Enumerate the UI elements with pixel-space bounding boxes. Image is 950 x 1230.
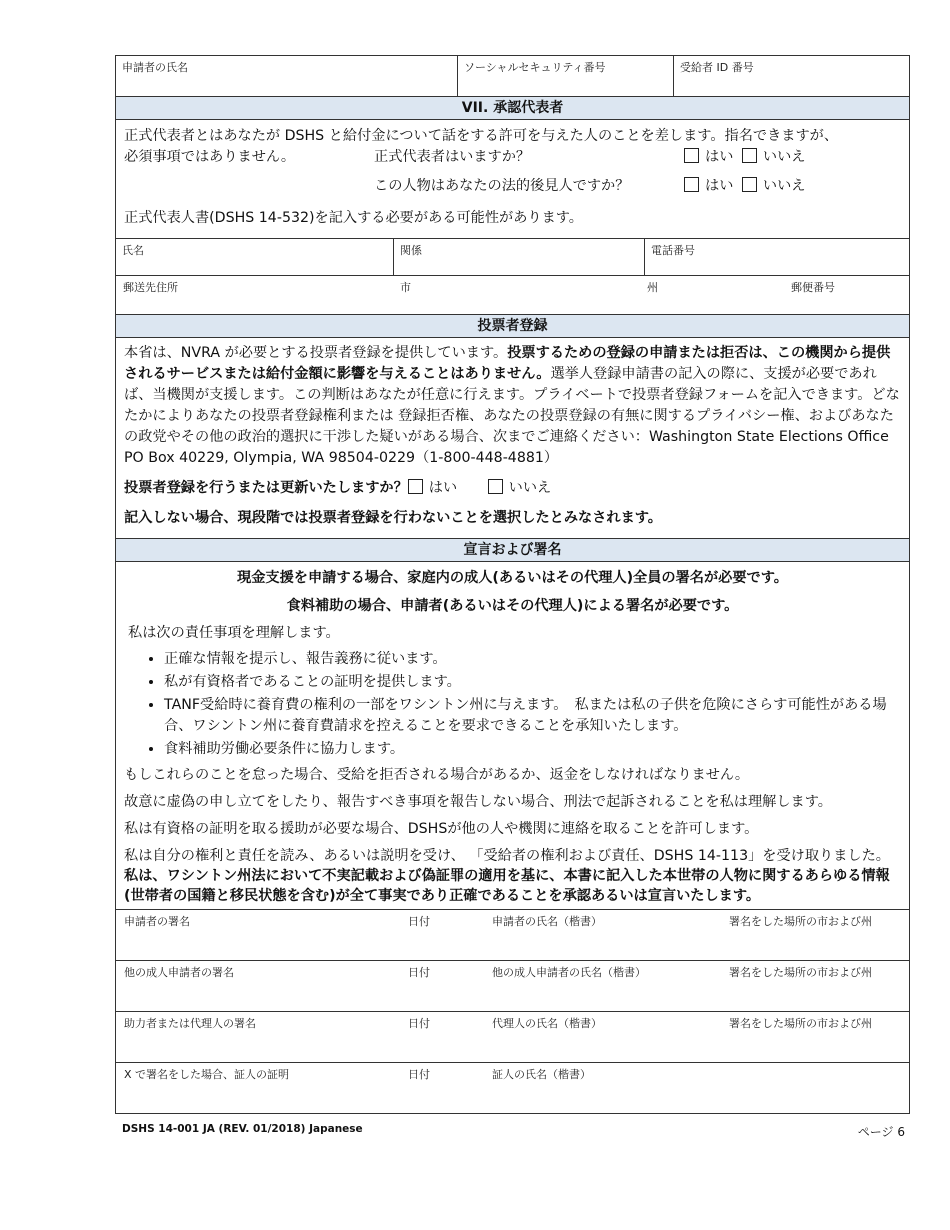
voter-paragraph xyxy=(116,340,909,472)
guardian-no-label: いいえ xyxy=(762,178,806,194)
rep-has-rep-options xyxy=(680,147,805,168)
declaration-section xyxy=(115,562,910,909)
signature-label: 他の成人申請者の署名 xyxy=(124,966,234,979)
voter-no-label: いいえ xyxy=(508,480,552,496)
rep-intro-line1: 正式代表者とはあなたが DSHS と給付金について話をする許可を与えた人のことを差します。指名できますが、 xyxy=(124,128,839,144)
declaration-statement xyxy=(116,843,909,909)
rep-form-note: 正式代表人書(DSHS 14-532)を記入する必要がある可能性があります。 xyxy=(124,210,583,226)
list-item: • 私が有資格者であることの証明を提供します。 xyxy=(164,672,909,693)
has-rep-yes-label: はい xyxy=(705,149,734,165)
rep-address-label: 郵送先住所 xyxy=(123,281,178,294)
contact-authorization: 私は有資格の証明を取る援助が必要な場合、DSHSが他の人や機関に連絡を取ることを許可します。 xyxy=(124,821,759,837)
has-rep-no-checkbox[interactable] xyxy=(742,148,757,163)
sign-location-label: 署名をした場所の市および州 xyxy=(729,915,872,928)
form-id: DSHS 14-001 JA (REV. 01/2018) Japanese xyxy=(122,1123,363,1135)
guardian-yes-label: はい xyxy=(705,178,734,194)
penalty-statement: もしこれらのことを怠った場合、受給を拒否される場合があるか、返金をしなければなりません。 xyxy=(124,767,750,783)
food-signature-requirement: 食料補助の場合、申請者(あるいはその代理人)による署名が必要です。 xyxy=(286,598,739,614)
guardian-options xyxy=(680,176,805,197)
sign-location-label: 署名をした場所の市および州 xyxy=(729,966,872,979)
authorized-rep-header: VII. 承認代表者 xyxy=(115,97,910,120)
voter-paragraph-rest: 選挙人登録申請書の記入の際に、支援が必要であれば、当機関が支援します。この判断はあなたが任意に行えます。プライベートで投票者登録フォームを記入できます。どなたかによりあなたの投票者登録権利または 登録拒否権、あなたの投票登録の有無に関するプライバシー権、およびあなたの政党やその他の政治的選択に干渉した疑いがある場合、次までご連絡ください：Washington State Elections Office PO Box 40229, Olympia, WA 98504-0229（1-800-448-4881） xyxy=(124,366,900,466)
list-item: • TANF受給時に養育費の権利の一部をワシントン州に与えます。 私または私の子供を危険にさらす可能性がある場合、ワシントン州に養育費請求を控えることを要求できることを承知いたします。 xyxy=(164,695,909,737)
voter-default-note: 記入しない場合、現段階では投票者登録を行わないことを選択したとみなされます。 xyxy=(124,510,662,526)
has-rep-yes-checkbox[interactable] xyxy=(684,148,699,163)
date-label: 日付 xyxy=(408,1017,430,1030)
voter-registration-section xyxy=(115,338,910,539)
page-footer xyxy=(122,1123,905,1139)
rep-question-has-rep: 正式代表者はいますか？ xyxy=(374,149,531,165)
date-label: 日付 xyxy=(408,966,430,979)
voter-registration-header: 投票者登録 xyxy=(115,315,910,338)
signature-row[interactable] xyxy=(115,1012,910,1063)
rep-relation-label: 関係 xyxy=(400,244,422,257)
date-label: 日付 xyxy=(408,915,430,928)
voter-question: 投票者登録を行うまたは更新いたしますか？ xyxy=(124,480,408,496)
voter-yes-checkbox[interactable] xyxy=(408,479,423,494)
signature-row[interactable] xyxy=(115,961,910,1012)
signature-label: X で署名をした場合、証人の証明 xyxy=(124,1068,290,1081)
signature-label: 助力者または代理人の署名 xyxy=(124,1017,256,1030)
printed-name-label: 代理人の氏名（楷書） xyxy=(492,1017,602,1030)
applicant-name-label: 申請者の氏名 xyxy=(122,61,188,74)
responsibilities-list xyxy=(116,649,909,760)
rep-address-row[interactable] xyxy=(115,276,910,315)
printed-name-label: 他の成人申請者の氏名（楷書） xyxy=(492,966,646,979)
rep-relation-field[interactable] xyxy=(394,239,645,275)
cash-signature-requirement: 現金支援を申請する場合、家庭内の成人(あるいはその代理人)全員の署名が必要です。 xyxy=(237,570,788,586)
voter-question-row xyxy=(116,472,909,502)
printed-name-label: 証人の氏名（楷書） xyxy=(492,1068,591,1081)
rep-zip-label: 郵便番号 xyxy=(791,281,835,294)
rep-phone-label: 電話番号 xyxy=(651,244,695,257)
guardian-no-checkbox[interactable] xyxy=(742,177,757,192)
signature-block xyxy=(115,909,910,1114)
authorized-rep-section xyxy=(115,120,910,239)
printed-name-label: 申請者の氏名（楷書） xyxy=(492,915,602,928)
signature-row[interactable] xyxy=(115,909,910,961)
rep-name-field[interactable] xyxy=(116,239,394,275)
recipient-id-label: 受給者 ID 番号 xyxy=(680,61,754,74)
has-rep-no-label: いいえ xyxy=(762,149,806,165)
rep-state-label: 州 xyxy=(647,281,658,294)
signature-row[interactable] xyxy=(115,1063,910,1114)
list-item: • 食料補助労働必要条件に協力します。 xyxy=(164,739,909,760)
rights-receipt-text: 私は自分の権利と責任を読み、あるいは説明を受け、 「受給者の権利および責任、DSHS 14-113」を受け取りました。 xyxy=(124,848,890,864)
responsibilities-intro: 私は次の責任事項を理解します。 xyxy=(128,625,340,641)
application-form-page xyxy=(115,55,910,1114)
voter-yes-label: はい xyxy=(428,480,458,496)
rep-city-label: 市 xyxy=(400,281,411,294)
recipient-id-field[interactable] xyxy=(674,56,909,96)
applicant-id-row xyxy=(115,55,910,97)
voter-no-checkbox[interactable] xyxy=(488,479,503,494)
voter-paragraph-intro: 本省は、NVRA が必要とする投票者登録を提供しています。 xyxy=(124,345,508,361)
rep-intro-line2: 必須事項ではありません。 xyxy=(124,149,296,165)
rep-phone-field[interactable] xyxy=(645,239,909,275)
rep-contact-row xyxy=(115,239,910,276)
guardian-yes-checkbox[interactable] xyxy=(684,177,699,192)
list-item: • 正確な情報を提示し、報告義務に従います。 xyxy=(164,649,909,670)
ssn-label: ソーシャルセキュリティ番号 xyxy=(464,61,606,74)
applicant-name-field[interactable] xyxy=(116,56,458,96)
ssn-field[interactable] xyxy=(458,56,674,96)
false-statement-warning: 故意に虚偽の申し立てをしたり、報告すべき事項を報告しない場合、刑法で起訴されることを私は理解します。 xyxy=(124,794,832,810)
rep-question-guardian: この人物はあなたの法的後見人ですか？ xyxy=(374,178,630,194)
date-label: 日付 xyxy=(408,1068,430,1081)
voter-paragraph-bold: 投票するための登録の申請または拒否は、この機関から提供されるサービスまたは給付金額に影響を与えることはありません。 xyxy=(124,345,891,382)
declaration-header: 宣言および署名 xyxy=(115,539,910,562)
perjury-declaration-text: 私は、ワシントン州法において不実記載および偽証罪の適用を基に、本書に記入した本世帯の人物に関するあらゆる情報(世帯者の国籍と移民状態を含む)が全て事実であり正確であることを承認あるいは宣言いたします。 xyxy=(124,868,890,904)
rep-name-label: 氏名 xyxy=(122,244,144,257)
page-number: ページ 6 xyxy=(857,1125,905,1139)
signature-label: 申請者の署名 xyxy=(124,915,190,928)
sign-location-label: 署名をした場所の市および州 xyxy=(729,1017,872,1030)
